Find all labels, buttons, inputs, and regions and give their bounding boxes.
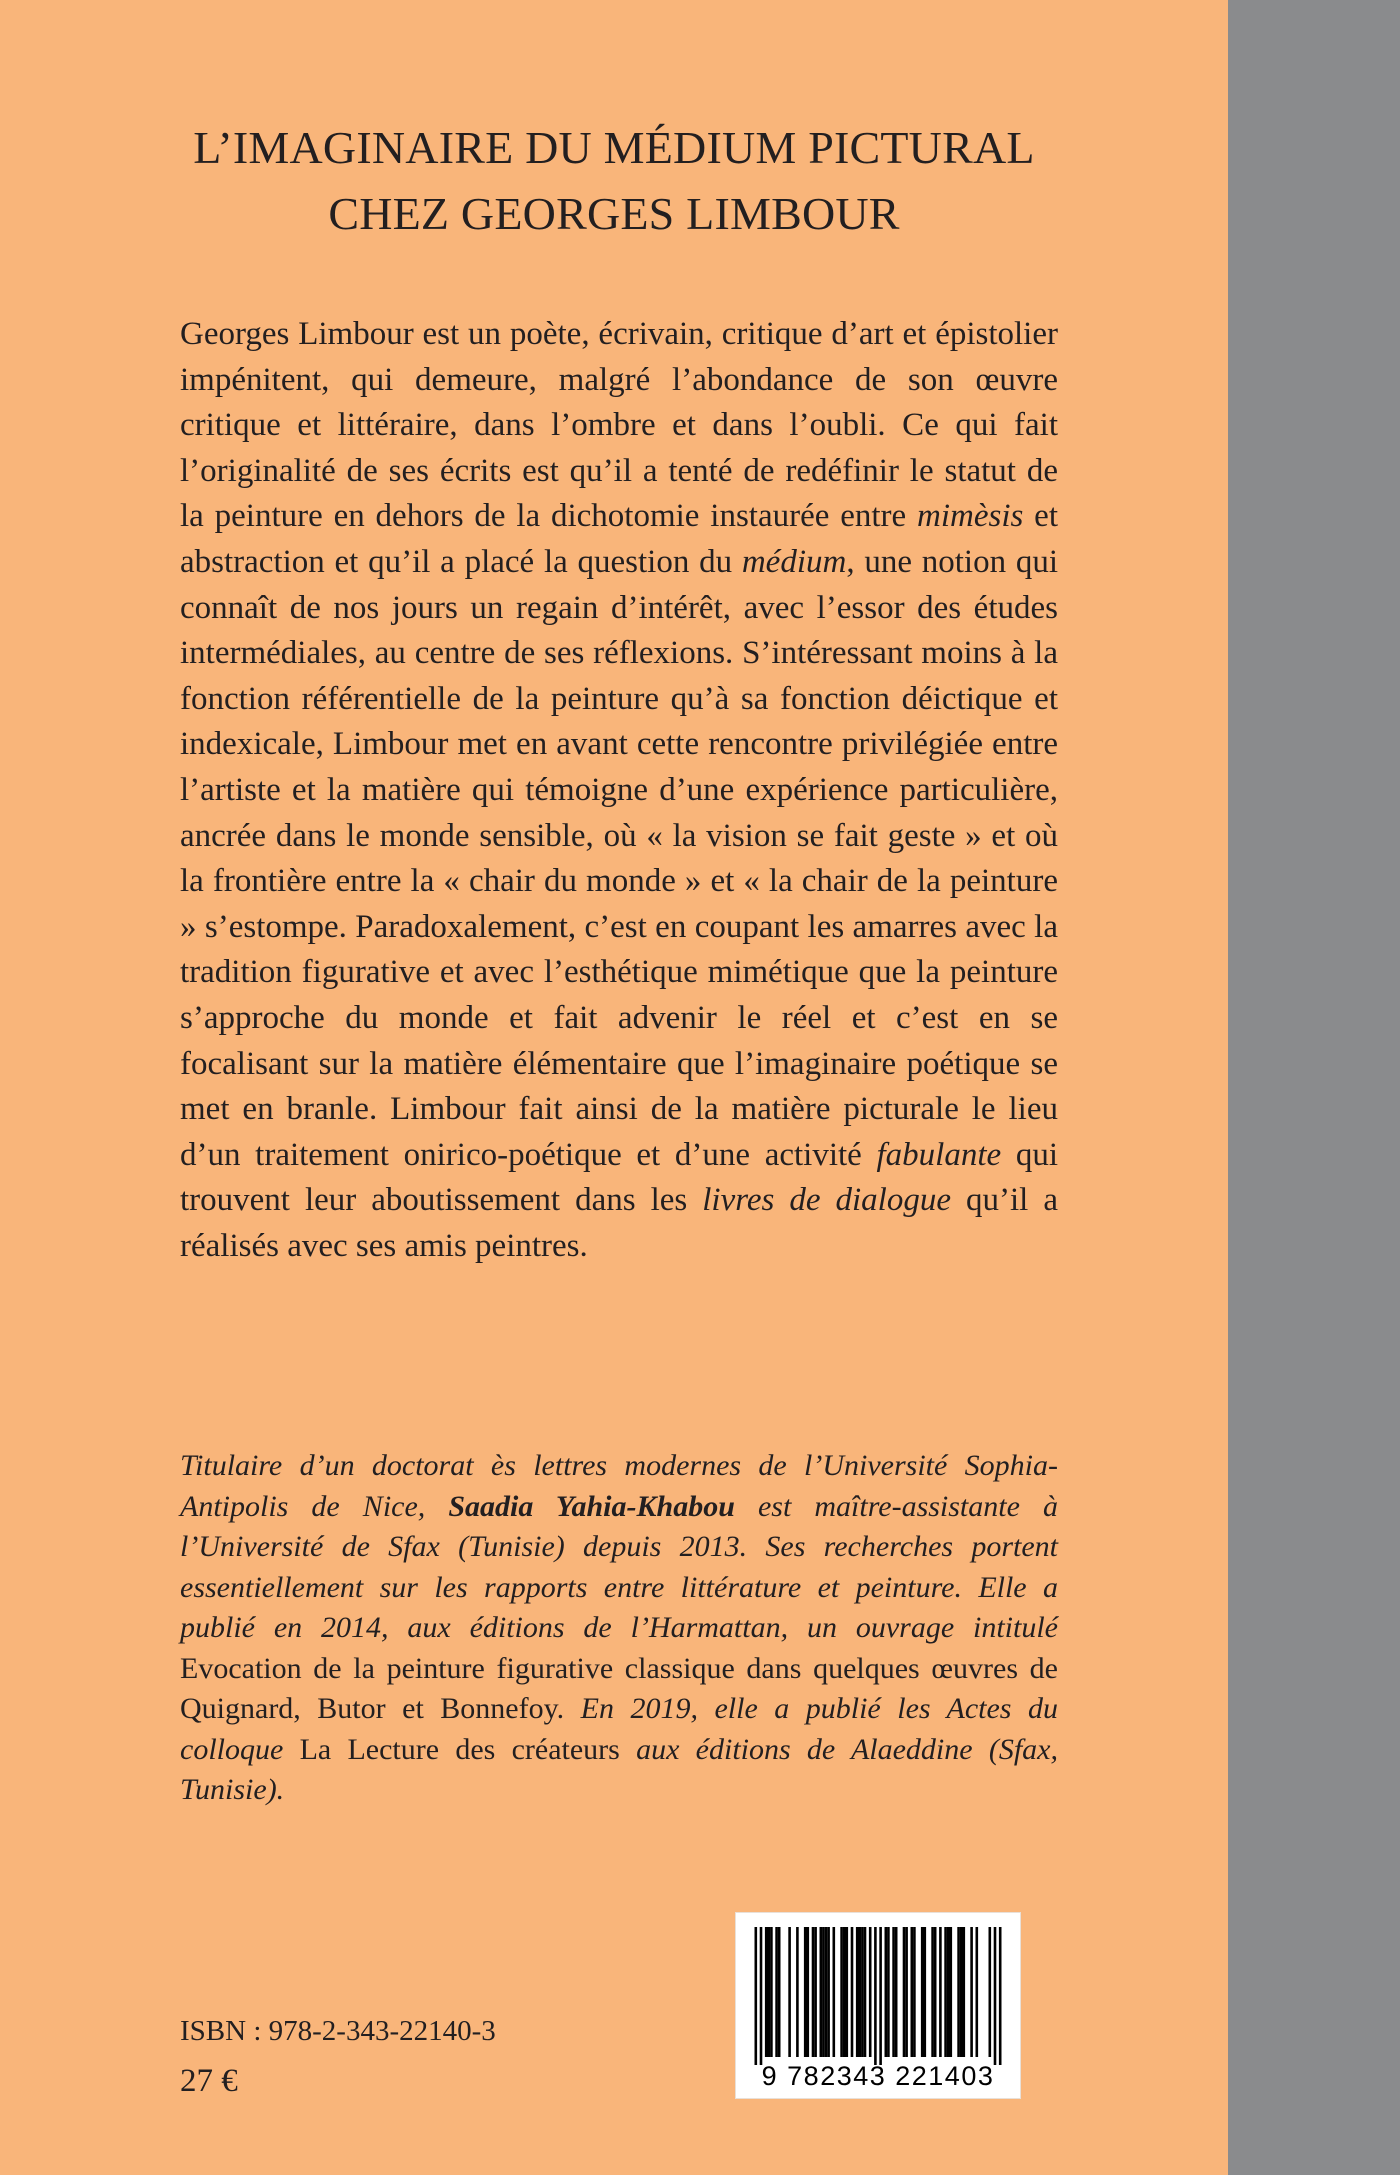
barcode-bar xyxy=(775,1927,778,2057)
barcode-bar xyxy=(999,1927,1002,2065)
barcode-bar xyxy=(924,1927,927,2057)
barcode-bar xyxy=(960,1927,963,2057)
author-name: Saadia Yahia-Khabou xyxy=(448,1489,735,1523)
barcode-bar xyxy=(856,1927,859,2057)
bio-text: En 2019, elle a publié les Actes du colloque xyxy=(180,1692,1058,1766)
barcode-bar xyxy=(905,1927,908,2057)
barcode-bar xyxy=(931,1927,934,2057)
barcode-bar xyxy=(963,1927,966,2057)
barcode-bar xyxy=(994,1927,997,2065)
barcode-bar xyxy=(903,1927,906,2057)
summary-italic: mimèsis xyxy=(917,498,1024,535)
barcode-bar xyxy=(846,1927,849,2057)
summary-text: qu’il a réalisés avec ses amis peintres. xyxy=(180,1182,1058,1264)
barcode-bar xyxy=(840,1927,843,2057)
summary-italic: médium xyxy=(741,543,847,580)
bio-text: est maître-assistante à l’Université de Sfax (Tunisie) depuis 2013. Ses recherches portent essentiellement sur les rapports entre littérature et peinture. Elle a publié en 2014, aux éditions de l’Harmattan, un ouvrage intitulé xyxy=(180,1489,1058,1644)
barcode-bar xyxy=(939,1927,942,2057)
barcode-bar xyxy=(879,1927,882,2065)
barcode-bar xyxy=(859,1927,862,2057)
barcode-bar xyxy=(843,1927,846,2057)
barcode-bar xyxy=(822,1927,825,2057)
book-title xyxy=(120,115,1108,247)
barcode-bar xyxy=(760,1927,763,2065)
barcode-bar xyxy=(874,1927,877,2065)
barcode-bar xyxy=(827,1927,830,2057)
barcode-digits: 9 782343 221403 xyxy=(761,2061,995,2091)
ean13-barcode-icon xyxy=(736,1913,1020,2098)
barcode-bar xyxy=(814,1927,817,2057)
barcode-bar xyxy=(989,1927,992,2057)
bio-text: aux éditions de Alaeddine (Sfax, Tunisie). xyxy=(180,1732,1058,1806)
barcode-bar xyxy=(755,1927,758,2065)
summary-italic: fabulante xyxy=(876,1136,1002,1173)
book-summary xyxy=(180,312,1058,1269)
summary-italic: livres de dialogue xyxy=(702,1182,951,1219)
barcode-bar xyxy=(765,1927,768,2057)
bio-book-title: Evocation de la peinture figurative classique dans quelques œuvres de Quignard, Butor et Bonnefoy. xyxy=(180,1651,1058,1725)
summary-text: , une notion qui connaît de nos jours un regain d’intérêt, avec l’essor des études intermédiales, au centre de ses réflexions. S’intéressant moins à la fonction référentielle de la peinture qu’à sa fonction déictique et indexicale, Limbour met en avant cette rencontre privilégiée entre l’artiste et la matière qui témoigne d’une expérience particulière, ancrée dans le monde sensible, où « la vision se fait geste » et où la frontière entre la « chair du monde » et « la chair de la peinture » s’estompe. Paradoxalement, c’est en coupant les amarres avec la tradition figurative et avec l’esthétique mimétique que la peinture s’approche du monde et fait advenir le réel et c’est en se focalisant sur la matière élémentaire que l’imaginaire poétique se met en branle. Limbour fait ainsi de la matière picturale le lieu d’un traitement onirico-poétique et d’une activité xyxy=(180,543,1058,1173)
barcode-bar xyxy=(812,1927,815,2057)
barcode-bar xyxy=(892,1927,895,2057)
barcode-bar xyxy=(957,1927,960,2057)
barcode-bar xyxy=(944,1927,947,2057)
barcode-bar xyxy=(970,1927,973,2057)
author-bio xyxy=(180,1446,1058,1811)
barcode-bar xyxy=(770,1927,773,2057)
barcode-bar xyxy=(885,1927,888,2057)
summary-text: qui trouvent leur aboutissement dans les xyxy=(180,1136,1059,1219)
barcode-bar xyxy=(851,1927,854,2057)
barcode-bar xyxy=(820,1927,823,2057)
barcode-bar xyxy=(768,1927,771,2057)
bio-text: Titulaire d’un doctorat ès lettres modernes de l’Université Sophia-Antipolis de Nice, xyxy=(180,1449,1058,1523)
barcode-bar xyxy=(976,1927,979,2057)
barcode xyxy=(735,1912,1021,2099)
barcode-bar xyxy=(913,1927,916,2057)
barcode-bar xyxy=(887,1927,890,2057)
barcode-bar xyxy=(947,1927,950,2057)
barcode-bar xyxy=(895,1927,898,2057)
barcode-bar xyxy=(934,1927,937,2057)
book-spine xyxy=(1228,0,1400,2175)
summary-text: et abstraction et qu’il a placé la question du xyxy=(180,498,1058,580)
barcode-bar xyxy=(796,1927,799,2057)
barcode-bar xyxy=(807,1927,810,2057)
barcode-bar xyxy=(864,1927,867,2057)
barcode-bar xyxy=(921,1927,924,2057)
barcode-bar xyxy=(804,1927,807,2057)
isbn: ISBN : 978-2-343-22140-3 xyxy=(180,2015,496,2047)
bio-book-title: La Lecture des créateurs xyxy=(299,1732,620,1766)
barcode-bar xyxy=(861,1927,864,2057)
barcode-bar xyxy=(950,1927,953,2057)
price: 27 € xyxy=(180,2063,238,2099)
barcode-bar xyxy=(778,1927,781,2057)
title-line-2: CHEZ GEORGES LIMBOUR xyxy=(328,188,900,239)
barcode-bar xyxy=(788,1927,791,2057)
barcode-bar xyxy=(911,1927,914,2057)
barcode-bar xyxy=(869,1927,872,2057)
barcode-bar xyxy=(833,1927,836,2057)
title-line-1: L’IMAGINAIRE DU MÉDIUM PICTURAL xyxy=(193,122,1035,173)
summary-text: Georges Limbour est un poète, écrivain, critique d’art et épistolier impénitent, qui demeure, malgré l’abondance de son œuvre critique et littéraire, dans l’ombre et dans l’oubli. Ce qui fait l’originalité de ses écrits est qu’il a tenté de redéfinir le statut de la peinture en dehors de la dichotomie instaurée entre xyxy=(180,316,1058,535)
barcode-bar xyxy=(825,1927,828,2057)
